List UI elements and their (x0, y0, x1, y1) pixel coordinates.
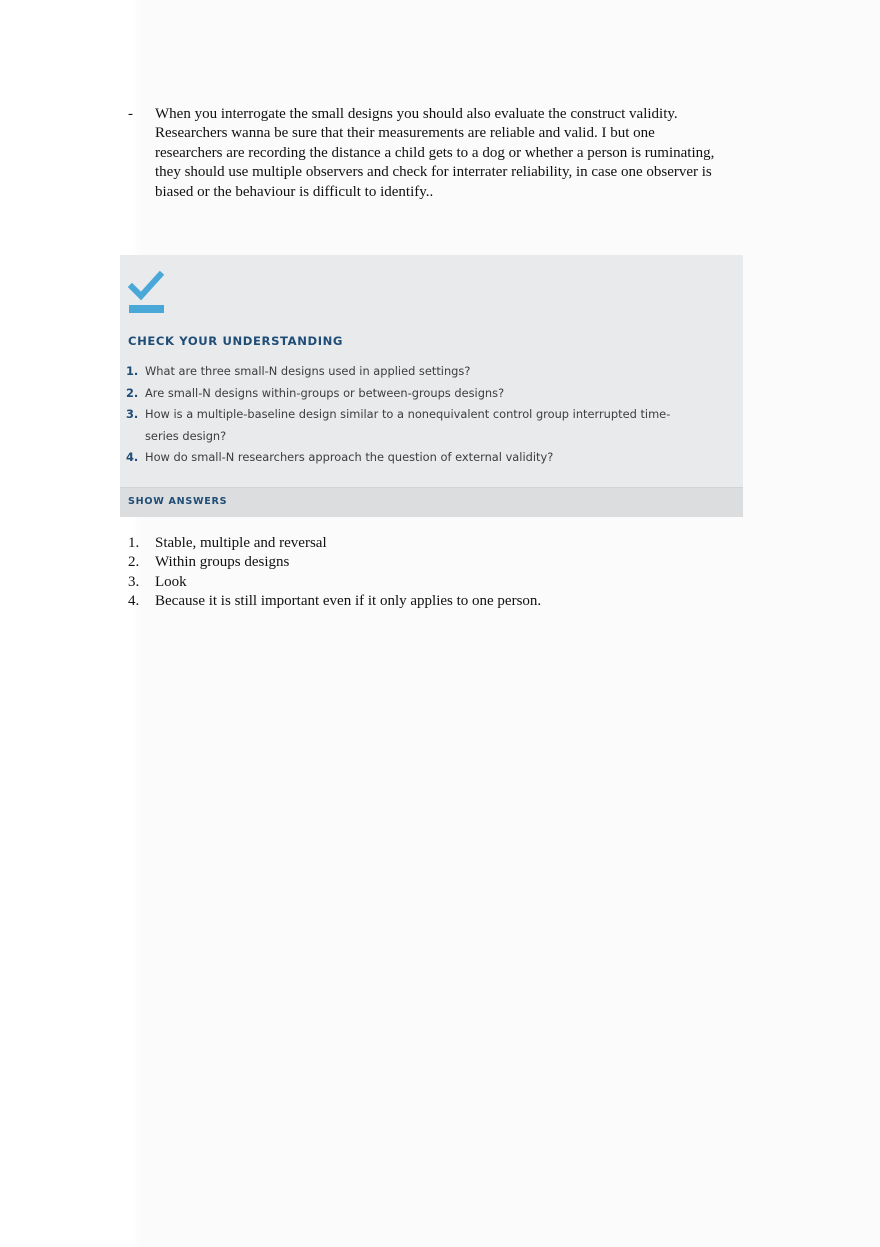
answer-number: 3. (128, 573, 140, 590)
question-item (126, 361, 726, 383)
bullet-line: they should use multiple observers and check for interrater reliability, in case one observer is (155, 164, 712, 181)
show-answers-label: SHOW ANSWERS (128, 496, 228, 507)
question-text: How do small-N researchers approach the question of external validity? (145, 450, 554, 464)
answer-number: 1. (128, 535, 140, 551)
bullet-line: biased or the behaviour is difficult to identify.. (155, 183, 434, 200)
question-number: 4. (126, 450, 139, 464)
check-icon (128, 270, 168, 318)
check-understanding-panel (120, 255, 743, 517)
bullet-marker: - (128, 106, 133, 122)
answer-item (128, 553, 748, 572)
answer-number: 2. (128, 554, 140, 571)
bullet-line: When you interrogate the small designs you should also evaluate the construct validity. (155, 106, 678, 122)
answer-item (128, 573, 748, 592)
question-text: What are three small-N designs used in applied settings? (145, 364, 471, 378)
question-item (126, 404, 726, 447)
answer-text: Look (155, 573, 187, 590)
answer-text: Stable, multiple and reversal (155, 535, 327, 551)
question-item (126, 383, 726, 405)
question-item (126, 447, 726, 469)
answer-list (128, 534, 748, 612)
show-answers-button[interactable] (120, 487, 743, 517)
question-number: 3. (126, 407, 139, 421)
question-text: series design? (145, 428, 227, 443)
question-number: 1. (126, 364, 139, 378)
answer-item (128, 592, 748, 611)
bullet-line: Researchers wanna be sure that their measurements are reliable and valid. I but one (155, 125, 655, 142)
bullet-paragraph (155, 105, 748, 202)
question-text: How is a multiple-baseline design similar to a nonequivalent control group interrupted time- (145, 407, 671, 421)
question-number: 2. (126, 385, 139, 400)
answer-item (128, 534, 748, 553)
question-text: Are small-N designs within-groups or between-groups designs? (145, 385, 505, 400)
answer-number: 4. (128, 593, 140, 610)
answer-text: Because it is still important even if it only applies to one person. (155, 593, 542, 610)
panel-heading: CHECK YOUR UNDERSTANDING (128, 334, 344, 348)
bullet-line: researchers are recording the distance a child gets to a dog or whether a person is ruminating, (155, 144, 715, 161)
answer-text: Within groups designs (155, 554, 290, 571)
question-list (126, 361, 726, 469)
